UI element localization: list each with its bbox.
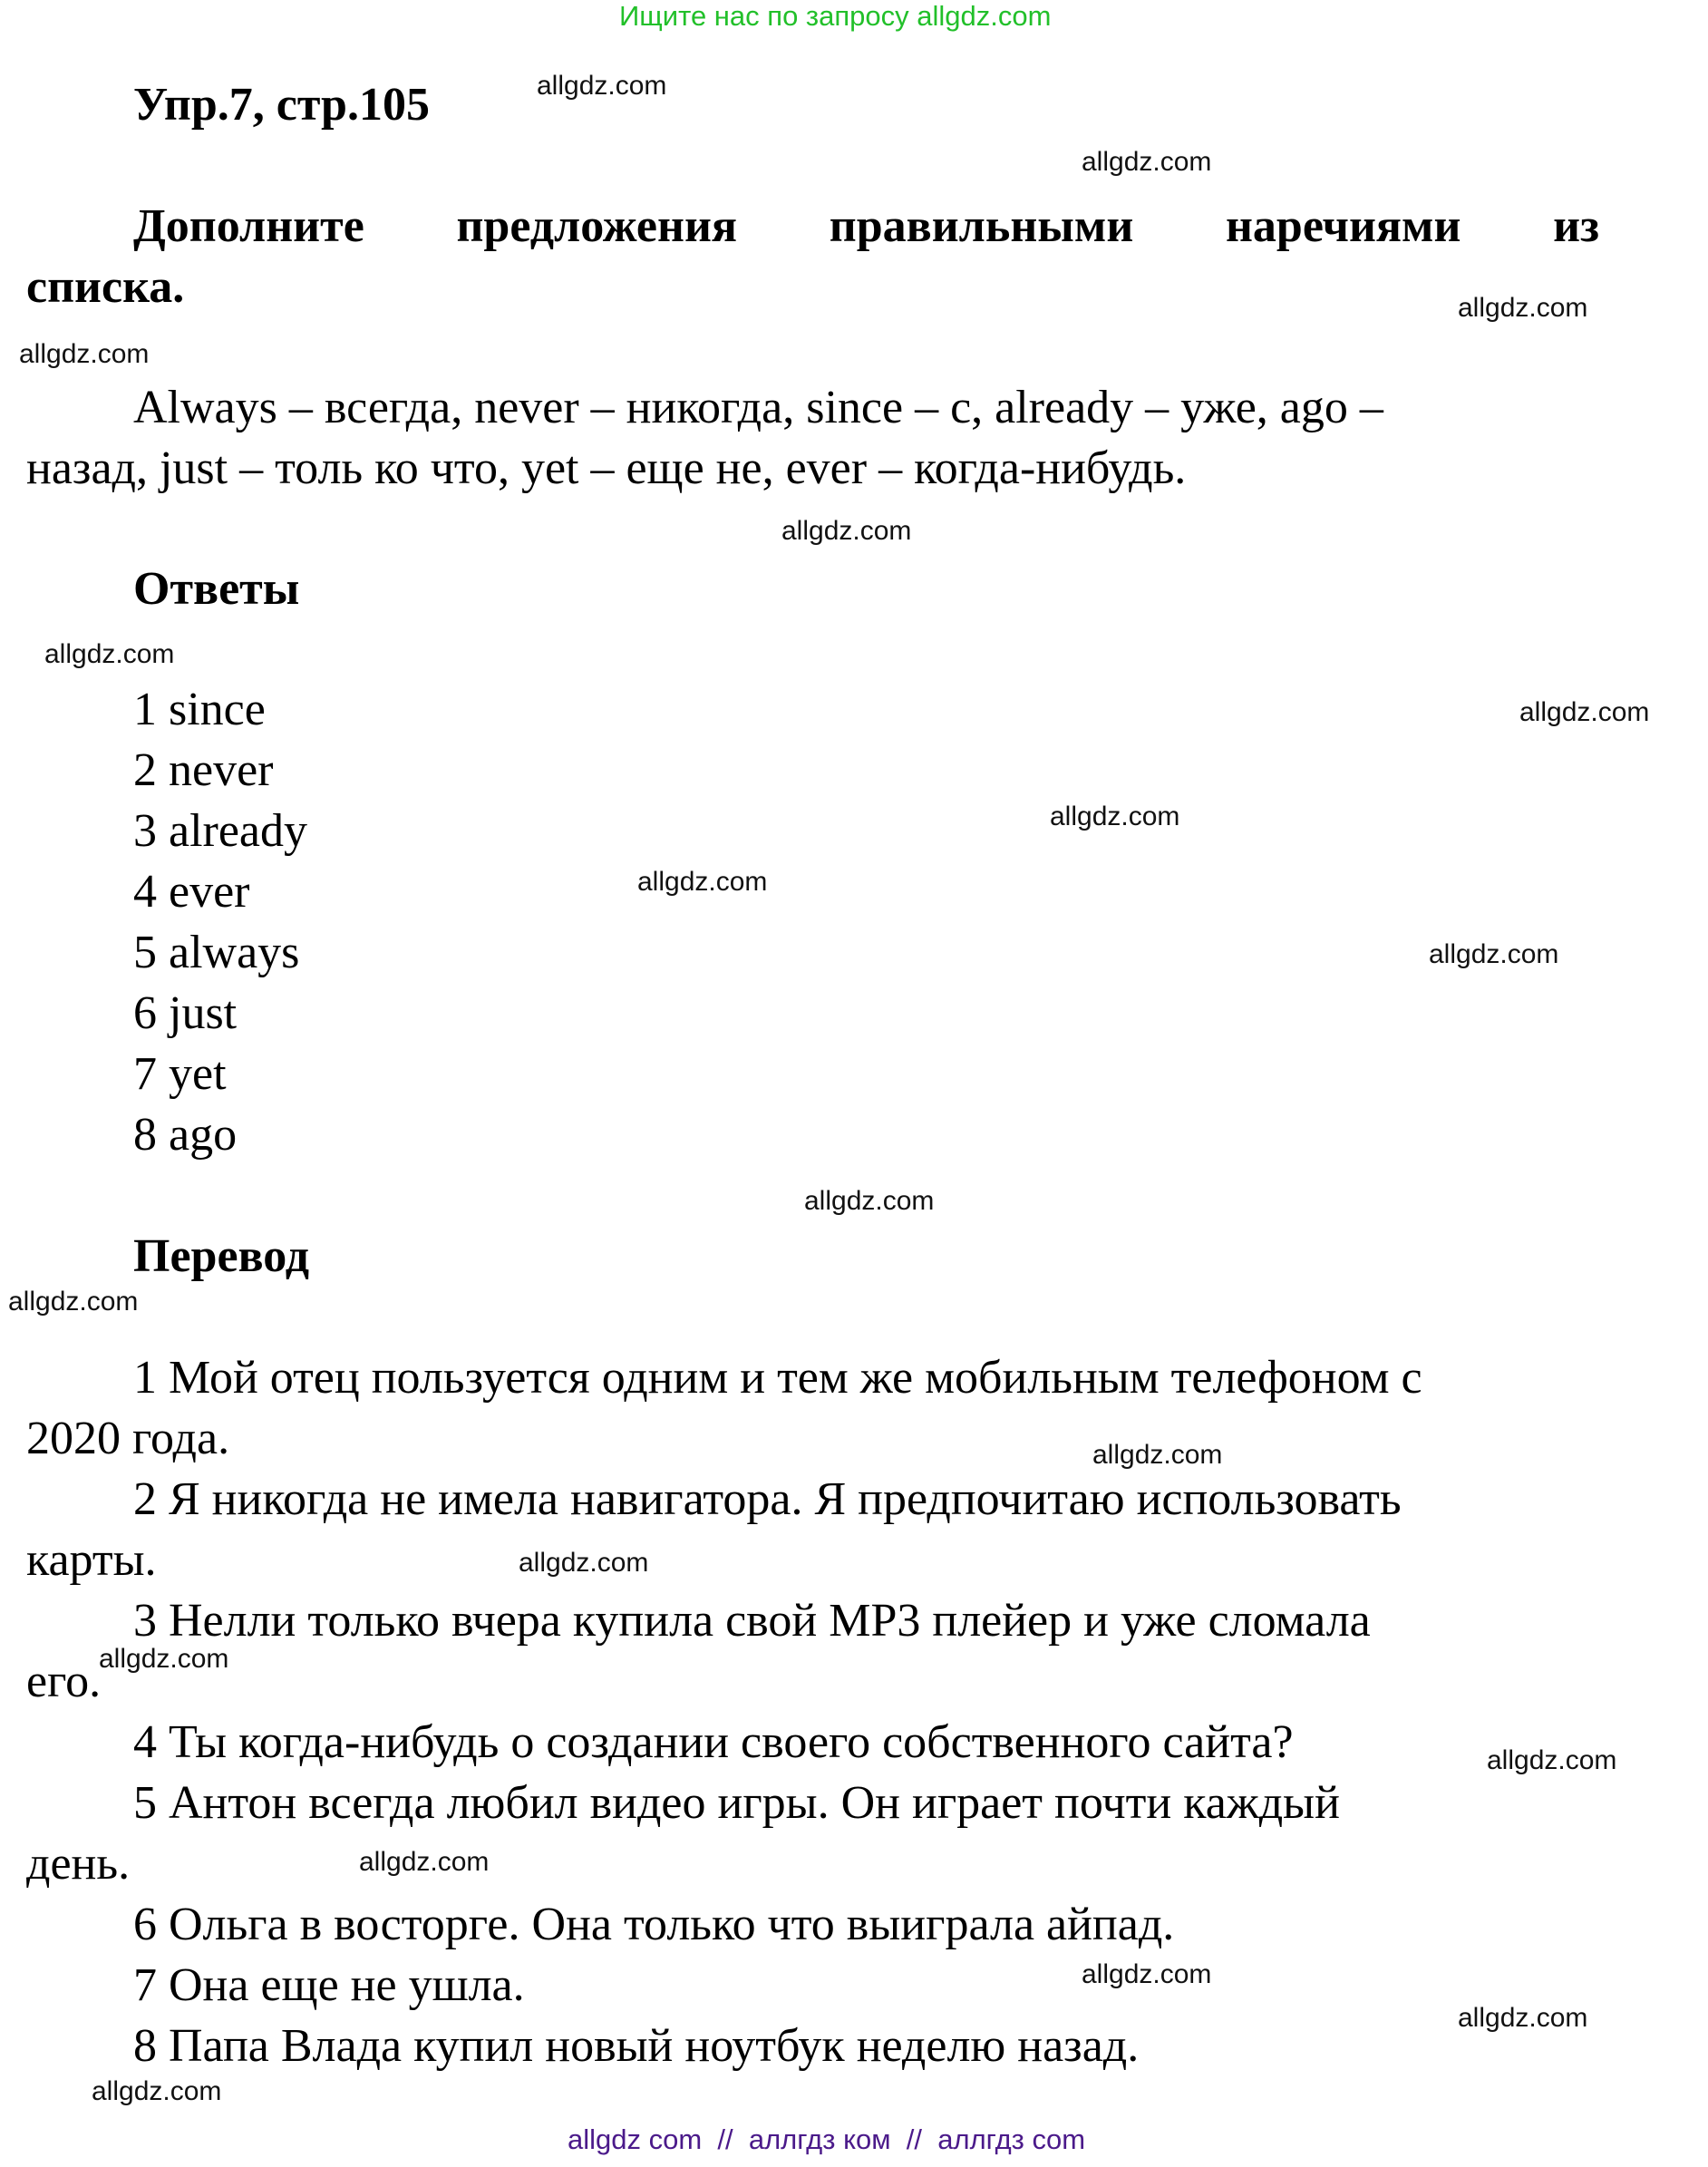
watermark: allgdz.com [1050,802,1180,831]
translation-3a: 3 Нелли только вчера купила свой MP3 плейер и уже сломала [133,1595,1371,1647]
watermark: allgdz.com [519,1548,649,1578]
watermark: allgdz.com [1092,1440,1223,1470]
watermark: allgdz.com [8,1287,139,1317]
vocab-line2: назад, just – толь ко что, yet – еще не, ever – когда-нибудь. [26,442,1187,494]
translation-heading: Перевод [133,1230,310,1282]
watermark: allgdz.com [1082,1959,1212,1989]
task-word: правильными [829,200,1134,252]
translation-3b: его. [26,1656,102,1707]
answers-heading: Ответы [133,563,300,615]
translation-1a: 1 Мой отец пользуется одним и тем же мобильным телефоном с [133,1352,1422,1404]
task-instruction-line2: списка. [26,261,185,313]
watermark: allgdz.com [44,639,175,669]
task-word: Дополните [133,200,364,252]
task-word: предложения [456,200,738,252]
watermark: allgdz.com [537,71,667,101]
footer-links: allgdz com // аллгдз ком // аллгдз com [568,2123,1086,2155]
task-instruction-line1 [133,199,1599,253]
watermark: allgdz.com [1519,697,1650,727]
watermark: allgdz.com [99,1644,229,1674]
watermark: allgdz.com [359,1847,490,1877]
answer-item: 6 just [133,987,238,1039]
translation-4: 4 Ты когда-нибудь о создании своего собственного сайта? [133,1716,1294,1768]
page-title: Упр.7, стр.105 [133,79,430,131]
vocab-line1: Always – всегда, never – никогда, since – с, already – уже, ago – [133,382,1383,433]
watermark: allgdz.com [804,1186,935,1216]
answer-item: 7 yet [133,1048,227,1100]
watermark: allgdz.com [19,339,150,369]
answer-item: 3 already [133,805,308,857]
translation-1b: 2020 года. [26,1413,230,1464]
watermark: allgdz.com [781,516,912,546]
watermark: allgdz.com [1458,293,1588,323]
watermark: allgdz.com [1429,939,1559,969]
answer-item: 2 never [133,744,274,796]
task-word: из [1553,200,1599,252]
answer-item: 5 always [133,927,300,978]
translation-5a: 5 Антон всегда любил видео игры. Он играет почти каждый [133,1777,1340,1829]
answer-item: 4 ever [133,866,250,918]
translation-5b: день. [26,1838,131,1890]
translation-8: 8 Папа Влада купил новый ноутбук неделю назад. [133,2020,1140,2072]
answer-item: 1 since [133,684,266,735]
answer-item: 8 ago [133,1109,238,1161]
translation-2b: карты. [26,1534,157,1586]
translation-7: 7 Она еще не ушла. [133,1959,525,2011]
search-banner: Ищите нас по запросу allgdz.com [619,0,1052,32]
watermark: allgdz.com [1487,1745,1617,1775]
watermark: allgdz.com [1082,147,1212,177]
translation-2a: 2 Я никогда не имела навигатора. Я предпочитаю использовать [133,1473,1402,1525]
translation-6: 6 Ольга в восторге. Она только что выиграла айпад. [133,1899,1175,1950]
watermark: allgdz.com [1458,2003,1588,2033]
watermark: allgdz.com [92,2076,222,2106]
watermark: allgdz.com [637,867,768,897]
task-word: наречиями [1225,200,1461,252]
